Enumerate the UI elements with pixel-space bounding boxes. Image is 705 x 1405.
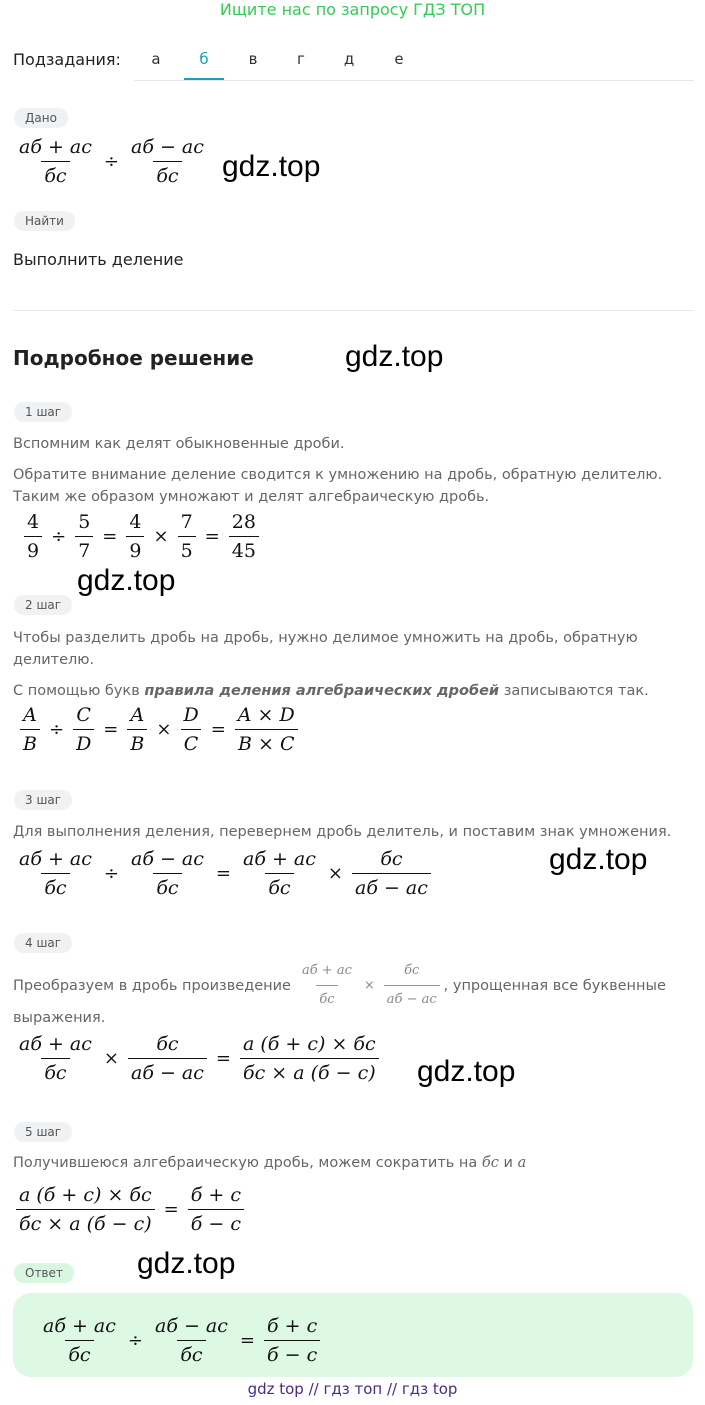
step-1-text-2: Обратите внимание деление сводится к умножению на дробь, обратную делителю.: [13, 467, 663, 483]
active-tab-indicator: [184, 78, 224, 80]
step-5-math: $\frac{а (б + с) \times бс}{бс \times а (б - с)}$ = $\frac{б + с}{б - с}$: [12, 1184, 248, 1235]
tab-b[interactable]: б: [199, 50, 209, 68]
step-3-math: $\frac{аб + ас}{бс}$ ÷ $\frac{аб - ас}{бс}$ = $\frac{аб + ас}{бс}$ × $\frac{бс}{аб - ас}$: [12, 848, 435, 899]
step-1-text-3: Таким же образом умножают и делят алгебраическую дробь.: [13, 489, 490, 505]
watermark: gdz.top: [77, 564, 176, 597]
tab-d[interactable]: д: [343, 50, 355, 68]
answer-chip: Ответ: [14, 1263, 74, 1283]
tab-a[interactable]: а: [151, 50, 161, 68]
tab-v[interactable]: в: [248, 50, 258, 68]
find-text: Выполнить деление: [13, 250, 184, 269]
step-5-text: Получившеюся алгебраическую дробь, можем сократить на бс и а: [13, 1155, 527, 1171]
step-2-text-2: С помощью букв правила деления алгебраических дробей записываются так.: [13, 683, 649, 699]
watermark: gdz.top: [417, 1055, 516, 1088]
step-2-text: Чтобы разделить дробь на дробь, нужно делимое умножить на дробь, обратную: [13, 630, 638, 646]
divider: [13, 310, 693, 311]
step-4-text-2: выражения.: [13, 1010, 106, 1026]
top-banner: Ищите нас по запросу ГДЗ ТОП: [219, 0, 486, 19]
step-3-chip: 3 шаг: [14, 790, 72, 810]
watermark: gdz.top: [345, 340, 444, 373]
step-2-text-cont: делителю.: [13, 652, 95, 668]
watermark: gdz.top: [137, 1247, 236, 1280]
subtask-tabs: [134, 40, 694, 81]
given-chip: Дано: [14, 108, 68, 128]
step-5-chip: 5 шаг: [14, 1122, 72, 1142]
given-expression: $\frac{аб + ас}{бс}$ ÷ $\frac{аб - ас}{бс}$: [19, 136, 204, 187]
tab-e[interactable]: е: [394, 50, 404, 68]
step-4-text: Преобразуем в дробь произведение $\frac{аб + ас}{бс}$ × $\frac{бс}{аб - ас}$ , упрощенная все буквенные: [13, 960, 666, 1011]
find-chip: Найти: [14, 211, 75, 231]
step-2-chip: 2 шаг: [14, 595, 72, 615]
watermark: gdz.top: [549, 843, 648, 876]
step-2-math: $\frac{A}{B}$ ÷ $\frac{C}{D}$ = $\frac{A}{B}$ × $\frac{D}{C}$ = $\frac{A \times D}{B \times C}$: [16, 704, 302, 755]
step-1-math: $\frac{4}{9}$ ÷ $\frac{5}{7}$ = $\frac{4}{9}$ × $\frac{7}{5}$ = $\frac{28}{45}$: [20, 511, 263, 562]
step-4-chip: 4 шаг: [14, 933, 72, 953]
answer-math: $\frac{аб + ас}{бс}$ ÷ $\frac{аб - ас}{бс}$ = $\frac{б + с}{б - с}$: [36, 1315, 324, 1366]
step-1-chip: 1 шаг: [14, 402, 72, 422]
step-1-text: Вспомним как делят обыкновенные дроби.: [13, 436, 345, 452]
subtasks-label: Подзадания:: [13, 50, 121, 69]
step-4-math: $\frac{аб + ас}{бс}$ × $\frac{бс}{аб - ас}$ = $\frac{а (б + с) \times бс}{бс \times а (б - с)}$: [12, 1033, 383, 1084]
watermark: gdz.top: [222, 150, 321, 183]
tab-g[interactable]: г: [297, 50, 305, 68]
footer-text: gdz top // гдз топ // гдз top: [247, 1380, 458, 1398]
solution-title: Подробное решение: [13, 346, 254, 370]
step-3-text: Для выполнения деления, перевернем дробь делитель, и поставим знак умножения.: [13, 824, 672, 840]
